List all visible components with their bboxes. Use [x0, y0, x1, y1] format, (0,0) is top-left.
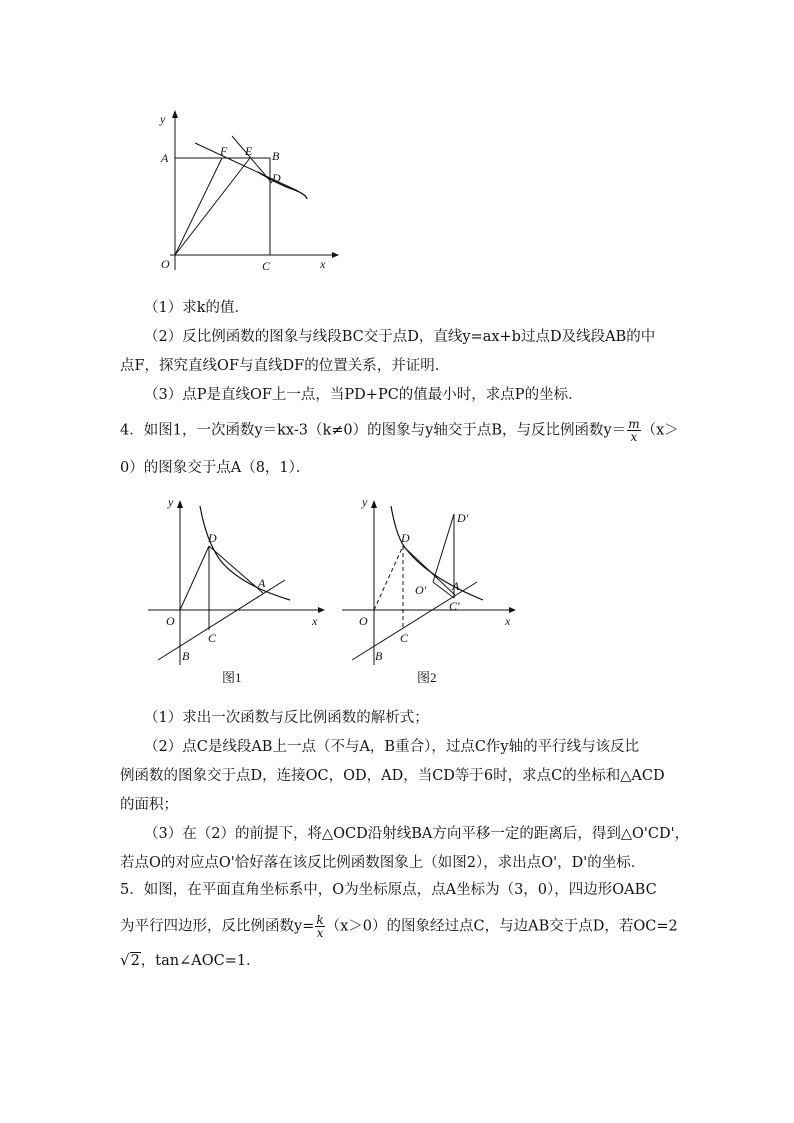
figure-q3	[150, 100, 350, 280]
q4-stem-a: 4．如图1，一次函数y＝kx-3（k≠0）的图象与y轴交于点B，与反比例函数y＝	[120, 422, 627, 439]
segment-OD-dashed	[374, 546, 403, 610]
label-O-prime: O'	[415, 583, 427, 597]
segment-OD	[180, 546, 209, 610]
q4-stem-line2: 0）的图象交于点A（8，1）．	[120, 460, 311, 476]
q5-stem-c: ，tan∠AOC=1．	[140, 953, 261, 969]
q4-fraction	[627, 418, 640, 443]
q5-sqrt-value: 2	[130, 953, 140, 969]
q5-sqrt	[120, 950, 141, 971]
q4-part2-line1: （2）点C是线段AB上一点（不与A，B重合），过点C作y轴的平行线与该反比	[144, 739, 640, 755]
segment-OF	[175, 158, 222, 255]
label-A: A	[161, 151, 169, 165]
q4-stem-b: （x＞	[641, 422, 679, 439]
q5-frac-num: k	[316, 913, 324, 927]
label-C: C	[262, 259, 271, 273]
x-axis-arrow	[318, 607, 325, 613]
segment-DA	[403, 546, 455, 595]
caption-figure-2: 图2	[417, 670, 437, 685]
label-O: O	[161, 257, 170, 271]
label-x: x	[320, 257, 326, 271]
y-axis-arrow	[371, 500, 377, 508]
label-x: x	[505, 614, 511, 628]
label-B: B	[182, 649, 190, 663]
label-B: B	[272, 149, 280, 163]
y-axis-arrow	[172, 110, 178, 118]
label-A: A	[452, 579, 460, 593]
figure-2-svg	[337, 490, 527, 690]
q4-frac-den: x	[630, 430, 638, 444]
caption-figure-1: 图1	[222, 670, 242, 685]
q4-part1: （1）求出一次函数与反比例函数的解析式；	[144, 710, 429, 726]
q4-part2-line2: 例函数的图象交于点D，连接OC，OD，AD，当CD等于6时，求点C的坐标和△ACD	[120, 768, 665, 784]
line-AB	[158, 580, 285, 660]
q5-stem-line3	[120, 950, 261, 971]
figure-2	[337, 490, 527, 690]
q5-stem-b2: （x＞0）的图象经过点C，与边AB交于点D，若OC=2	[325, 918, 678, 935]
q3-part2-line2: 点F，探究直线OF与直线DF的位置关系，并证明．	[120, 358, 450, 374]
label-D: D	[208, 531, 217, 545]
label-D: D	[401, 531, 410, 545]
q5-stem-line2	[120, 914, 678, 939]
q4-stem-line1	[120, 418, 679, 443]
q5-stem-b1: 为平行四边形，反比例函数y=	[120, 918, 315, 935]
q5-frac-den: x	[316, 926, 324, 940]
label-F: F	[220, 144, 228, 158]
x-axis-arrow	[332, 252, 339, 258]
figure-1	[140, 490, 330, 690]
q4-frac-num: m	[628, 417, 640, 431]
q4-part2-line3: 的面积；	[120, 797, 178, 813]
label-x: x	[312, 614, 318, 628]
label-y: y	[362, 495, 368, 509]
q5-stem-line1: 5．如图，在平面直角坐标系中，O为坐标原点，点A坐标为（3，0），四边形OABC	[120, 882, 657, 898]
sqrt-sign-icon: √	[120, 951, 130, 969]
x-axis-arrow	[509, 607, 516, 613]
q5-fraction	[315, 914, 324, 939]
q3-part1: （1）求k的值．	[144, 300, 250, 316]
figure-q3-svg	[150, 100, 350, 280]
figure-1-svg	[140, 490, 330, 690]
label-D-prime: D'	[457, 511, 469, 525]
q4-part3-line2: 若点O的对应点O'恰好落在该反比例函数图象上（如图2），求出点O'，D'的坐标．	[120, 855, 646, 871]
label-O: O	[166, 614, 175, 628]
label-B: B	[375, 649, 383, 663]
segment-OE	[175, 158, 250, 255]
label-A: A	[258, 576, 266, 590]
label-D: D	[272, 171, 281, 185]
label-C-prime: C'	[449, 599, 460, 613]
q4-part3-line1: （3）在（2）的前提下，将△OCD沿射线BA方向平移一定的距离后，得到△O'CD'，	[144, 826, 690, 842]
segment-DA	[209, 546, 263, 593]
label-E: E	[245, 144, 253, 158]
segment-OpDp	[433, 514, 454, 582]
y-axis-arrow	[177, 500, 183, 508]
label-C: C	[400, 631, 409, 645]
q3-part3: （3）点P是直线OF上一点，当PD+PC的值最小时，求点P的坐标．	[144, 387, 583, 403]
q3-part2-line1: （2）反比例函数的图象与线段BC交于点D，直线y=ax+b过点D及线段AB的中	[144, 329, 656, 345]
label-O: O	[359, 614, 368, 628]
label-y: y	[168, 495, 174, 509]
label-y: y	[160, 112, 166, 126]
label-C: C	[208, 631, 217, 645]
hyperbola	[391, 506, 483, 600]
